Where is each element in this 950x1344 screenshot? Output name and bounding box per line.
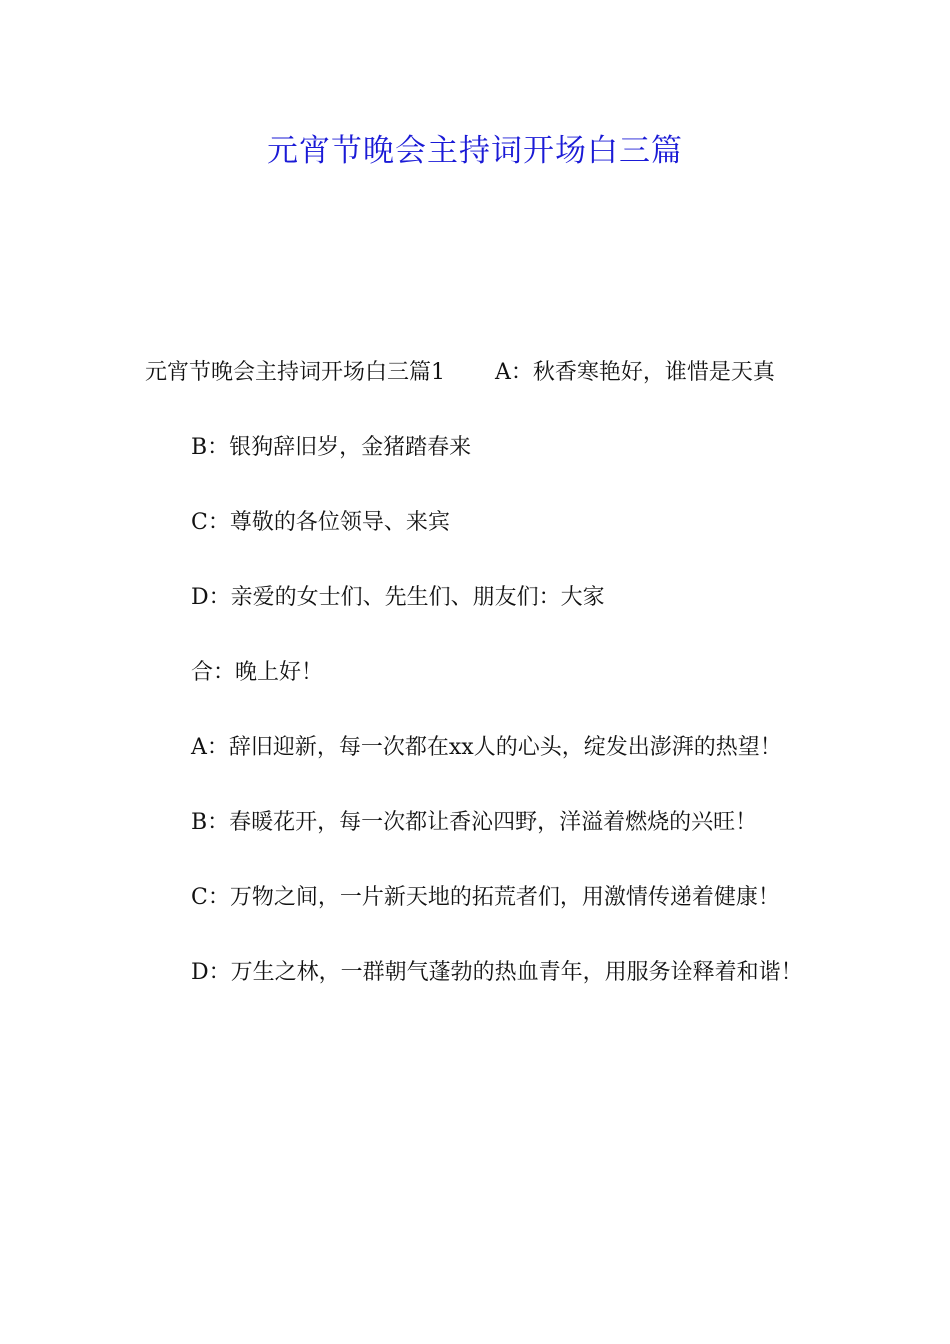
paragraph-1: [145, 335, 810, 410]
paragraph-5: 合：晚上好！: [191, 660, 324, 685]
paragraph-3: C：尊敬的各位领导、来宾: [191, 510, 450, 535]
paragraph-2: B：银狗辞旧岁，金猪踏春来: [191, 435, 472, 460]
document-body: [145, 335, 810, 1010]
paragraph-4: D：亲爱的女士们、先生们、朋友们：大家: [191, 585, 605, 610]
paragraph-6: A：辞旧迎新，每一次都在xx人的心头，绽发出澎湃的热望！: [191, 735, 782, 760]
paragraph-7: B：春暖花开，每一次都让香沁四野，洋溢着燃烧的兴旺！: [191, 810, 758, 835]
document-title: 元宵节晚会主持词开场白三篇: [267, 133, 683, 169]
paragraph-9: D：万生之林，一群朝气蓬勃的热血青年，用服务诠释着和谐！: [191, 960, 803, 985]
paragraph-lead: 元宵节晚会主持词开场白三篇1: [145, 360, 445, 385]
paragraph-8: C：万物之间，一片新天地的拓荒者们，用激情传递着健康！: [191, 885, 780, 910]
paragraph-text: A：秋香寒艳好，谁惜是天真: [495, 360, 775, 385]
